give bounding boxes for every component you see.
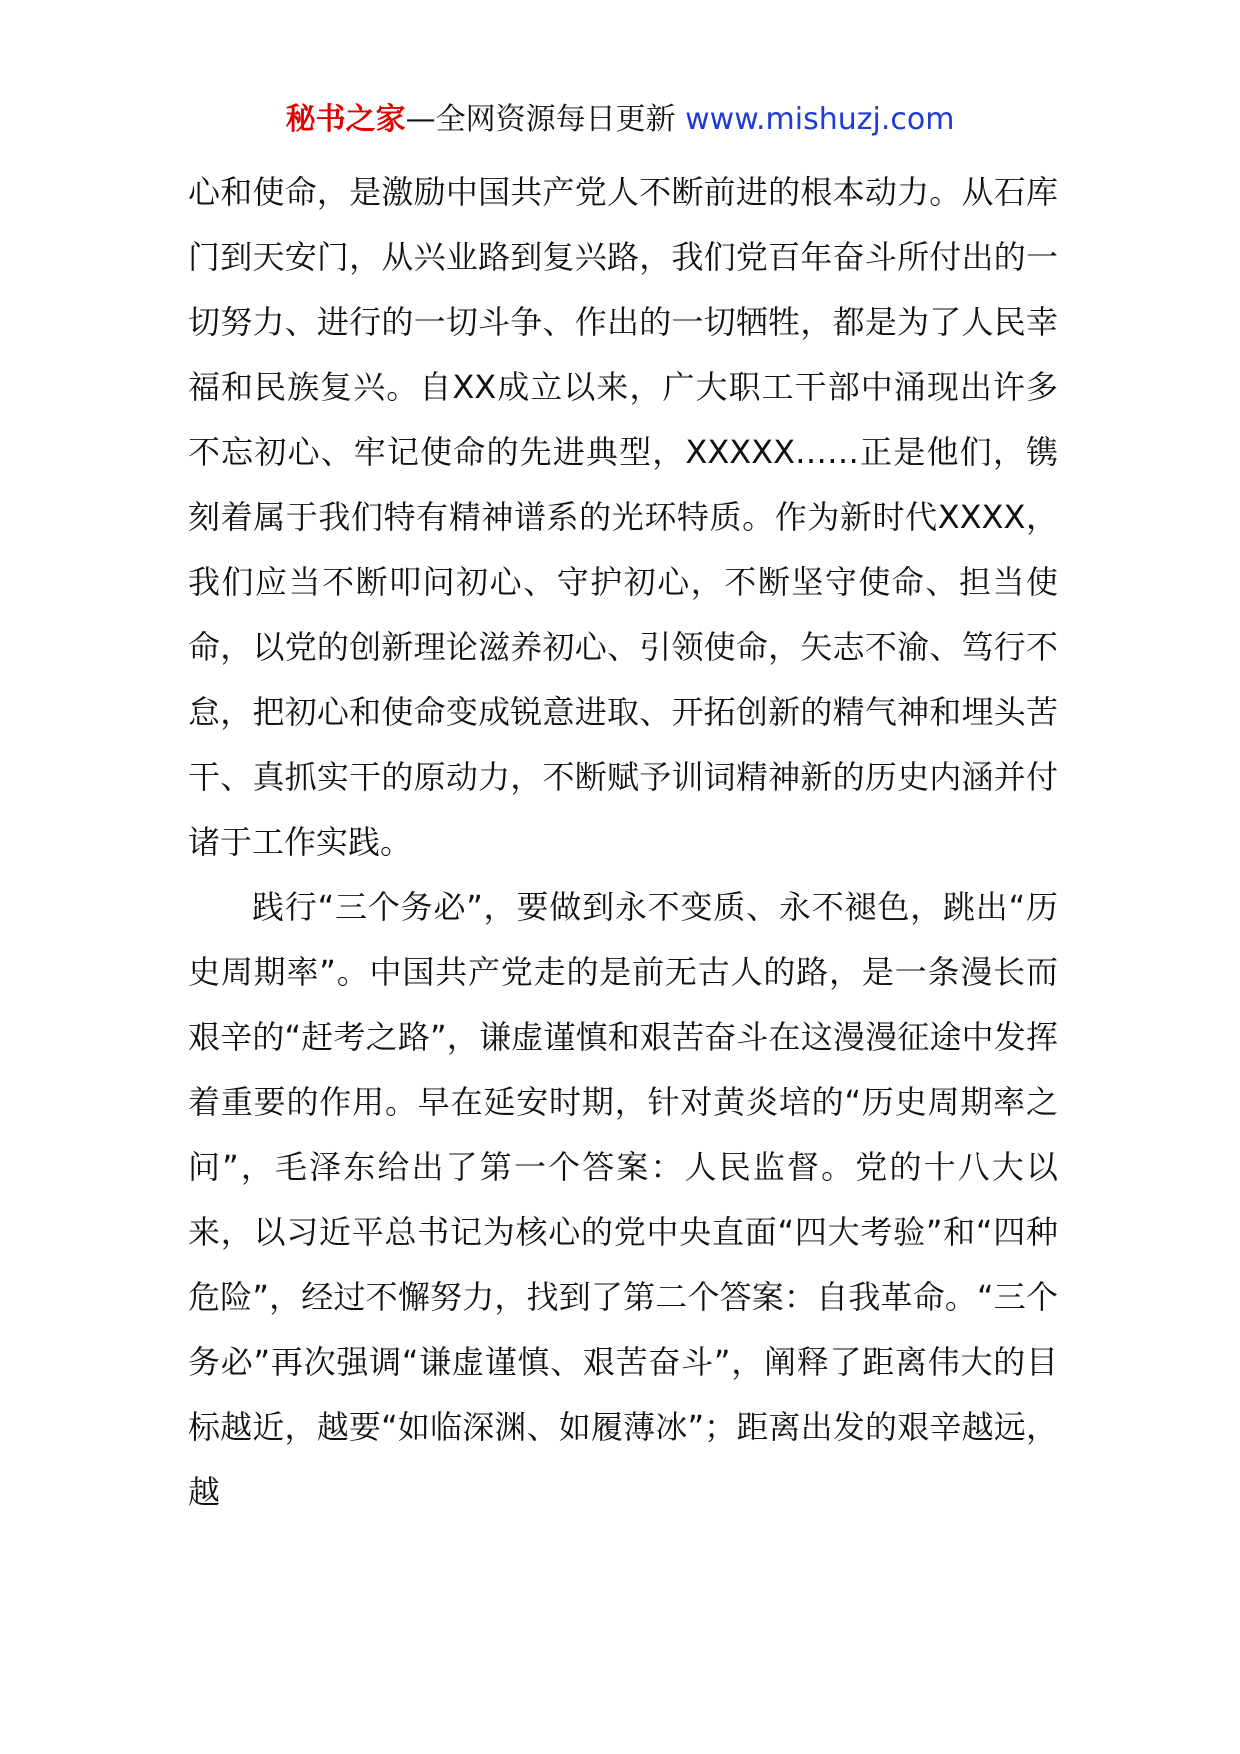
site-header [0,100,1240,140]
paragraph-sanshu-wubi: 践行“三个务必”，要做到永不变质、永不褪色，跳出“历史周期率”。中国共产党走的是前无古人的路，是一条漫长而艰辛的“赶考之路”，谦虚谨慎和艰苦奋斗在这漫漫征途中发挥着重要的作用。早在延安时期，针对黄炎培的“历史周期率之问”，毛泽东给出了第一个答案：人民监督。党的十八大以来，以习近平总书记为核心的党中央直面“四大考验”和“四种危险”，经过不懈努力，找到了第二个答案：自我革命。“三个务必”再次强调“谦虚谨慎、艰苦奋斗”，阐释了距离伟大的目标越近，越要“如临深渊、如履薄冰”；距离出发的艰辛越远，越 [188,888,1058,1511]
header-url-link[interactable]: www.mishuzj.com [685,102,955,137]
paragraph-continued: 心和使命，是激励中国共产党人不断前进的根本动力。从石库门到天安门，从兴业路到复兴路，我们党百年奋斗所付出的一切努力、进行的一切斗争、作出的一切牺牲，都是为了人民幸福和民族复兴。自XX成立以来，广大职工干部中涌现出许多不忘初心、牢记使命的先进典型，XXXXX……正是他们，镌刻着属于我们特有精神谱系的光环特质。作为新时代XXXX，我们应当不断叩问初心、守护初心，不断坚守使命、担当使命，以党的创新理论滋养初心、引领使命，矢志不渝、笃行不怠，把初心和使命变成锐意进取、开拓创新的精气神和埋头苦干、真抓实干的原动力，不断赋予训词精神新的历史内涵并付诸于工作实践。 [188,173,1058,861]
document-body [188,160,1058,1525]
header-slogan: —全网资源每日更新 [405,102,676,137]
brand-name: 秘书之家 [285,102,406,137]
